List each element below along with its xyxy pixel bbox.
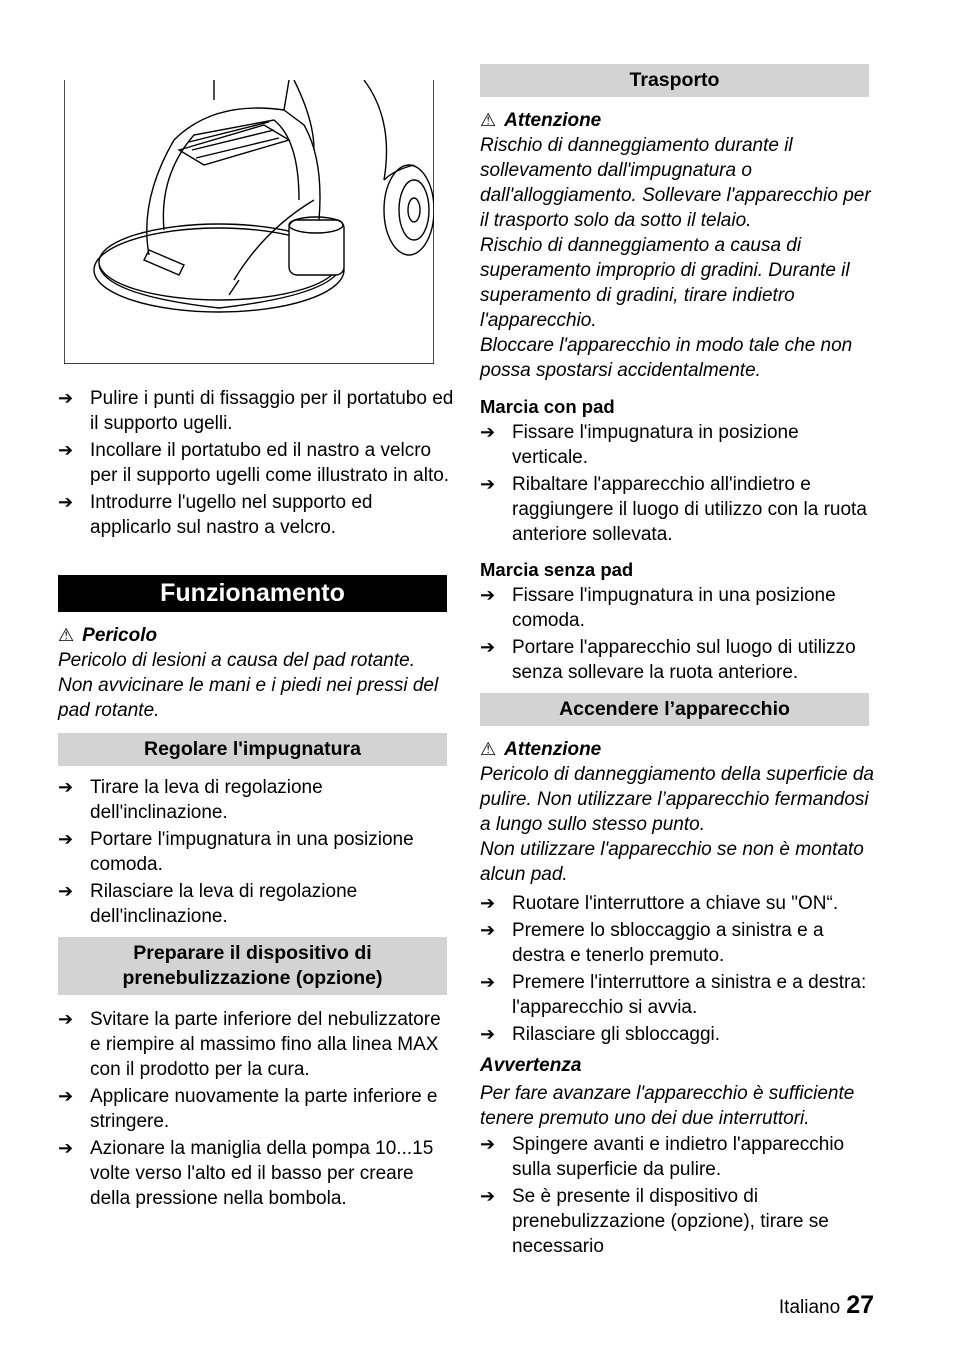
floor-machine-drawing — [64, 80, 434, 364]
arrow-right-icon: ➔ — [58, 1086, 74, 1106]
arrow-right-icon: ➔ — [480, 637, 496, 657]
arrow-right-icon: ➔ — [480, 920, 496, 940]
with-pad-label: Marcia con pad — [480, 396, 615, 417]
list-item: ➔ Spingere avanti e indietro l'apparecchio sulla superficie da pulire. — [480, 1134, 845, 1180]
warning-triangle-icon: ⚠ — [480, 739, 497, 759]
list-item: ➔ Introdurre l'ugello nel supporto ed applicarlo sul nastro a velcro. — [58, 492, 373, 538]
push-bullet-list — [480, 1132, 876, 1261]
without-pad-bullet-list — [480, 583, 876, 687]
warning-paragraph: Rischio di danneggiamento a causa di superamento improprio di gradini. Durante il superamento di gradini, tirare indietro l'apparecchio. — [480, 235, 850, 331]
machine-illustration — [64, 80, 434, 364]
arrow-right-icon: ➔ — [480, 893, 496, 913]
switch-on-bullet-list — [480, 891, 876, 1049]
danger-line: Pericolo di lesioni a causa del pad rotante. — [58, 650, 416, 671]
danger-line: Non avvicinare le mani e i piedi nei pressi del pad rotante. — [58, 675, 439, 721]
arrow-right-icon: ➔ — [58, 440, 74, 460]
page-footer — [779, 1290, 874, 1323]
warning-paragraph: Pericolo di danneggiamento della superficie da pulire. Non utilizzare l’apparecchio fermandosi a lungo sullo stesso punto. — [480, 764, 874, 835]
list-item: ➔ Se è presente il dispositivo di prenebulizzazione (opzione), tirare se necessario — [480, 1186, 829, 1257]
list-item: ➔ Rilasciare la leva di regolazione dell'inclinazione. — [58, 881, 358, 927]
warning-title: ⚠ Attenzione — [480, 739, 602, 760]
note-title: Avvertenza — [480, 1055, 582, 1076]
list-item: ➔ Premere lo sbloccaggio a sinistra e a destra e tenerlo premuto. — [480, 920, 824, 966]
page-number: 27 — [846, 1291, 874, 1319]
arrow-right-icon: ➔ — [58, 1009, 74, 1029]
list-item: ➔ Portare l'impugnatura in una posizione comoda. — [58, 829, 414, 875]
list-item: ➔ Svitare la parte inferiore del nebulizzatore e riempire al massimo fino alla linea MAX con il prodotto per la cura. — [58, 1009, 441, 1080]
list-item: ➔ Rilasciare gli sbloccaggi. — [480, 1024, 721, 1045]
subsection-heading: Trasporto — [480, 64, 869, 97]
arrow-right-icon: ➔ — [480, 1186, 496, 1206]
handle-bullet-list — [58, 775, 454, 931]
arrow-right-icon: ➔ — [480, 1024, 496, 1044]
switch-on-warning-block — [480, 737, 876, 887]
prespray-bullet-list — [58, 1007, 454, 1213]
transport-warning-block — [480, 108, 876, 383]
without-pad-label: Marcia senza pad — [480, 559, 634, 580]
with-pad-bullet-list — [480, 420, 876, 549]
intro-bullet-list — [58, 386, 454, 542]
arrow-right-icon: ➔ — [58, 829, 74, 849]
list-item: ➔ Premere l'interruttore a sinistra e a destra: l'apparecchio si avvia. — [480, 972, 867, 1018]
footer-language: Italiano — [778, 1297, 841, 1318]
list-item: ➔ Applicare nuovamente la parte inferiore e stringere. — [58, 1086, 438, 1132]
list-item: ➔ Ruotare l'interruttore a chiave su "ON“. — [480, 893, 839, 914]
arrow-right-icon: ➔ — [480, 972, 496, 992]
section-heading: Funzionamento — [58, 575, 447, 612]
subsection-heading: Accendere l’apparecchio — [480, 693, 869, 726]
arrow-right-icon: ➔ — [58, 1138, 74, 1158]
list-item: ➔ Fissare l'impugnatura in una posizione comoda. — [480, 585, 836, 631]
list-item: ➔ Tirare la leva di regolazione dell'inclinazione. — [58, 777, 323, 823]
list-item: ➔ Ribaltare l'apparecchio all'indietro e raggiungere il luogo di utilizzo con la ruota anteriore sollevata. — [480, 474, 867, 545]
arrow-right-icon: ➔ — [58, 492, 74, 512]
warning-paragraph: Bloccare l'apparecchio in modo tale che non possa spostarsi accidentalmente. — [480, 335, 853, 381]
warning-triangle-icon: ⚠ — [480, 110, 497, 130]
list-item: ➔ Pulire i punti di fissaggio per il portatubo ed il supporto ugelli. — [58, 388, 454, 434]
warning-paragraph: Rischio di danneggiamento durante il sollevamento dall'impugnatura o dall'alloggiamento. Sollevare l'apparecchio per il trasporto solo da sotto il telaio. — [480, 135, 871, 231]
arrow-right-icon: ➔ — [480, 474, 496, 494]
warning-paragraph: Non utilizzare l'apparecchio se non è montato alcun pad. — [480, 839, 864, 885]
subsection-heading: Regolare l'impugnatura — [58, 733, 447, 766]
list-item: ➔ Azionare la maniglia della pompa 10...15 volte verso l'alto ed il basso per creare della pressione nella bombola. — [58, 1138, 434, 1209]
list-item: ➔ Fissare l'impugnatura in posizione verticale. — [480, 422, 799, 468]
danger-block — [58, 623, 454, 723]
arrow-right-icon: ➔ — [480, 422, 496, 442]
arrow-right-icon: ➔ — [480, 1134, 496, 1154]
list-item: ➔ Incollare il portatubo ed il nastro a velcro per il supporto ugelli come illustrato in alto. — [58, 440, 450, 486]
subsection-heading: Preparare il dispositivo di prenebulizzazione (opzione) — [58, 937, 447, 995]
arrow-right-icon: ➔ — [58, 777, 74, 797]
danger-title: ⚠ Pericolo — [58, 625, 158, 646]
warning-triangle-icon: ⚠ — [58, 625, 75, 645]
arrow-right-icon: ➔ — [58, 388, 74, 408]
note-text: Per fare avanzare l'apparecchio è sufficiente tenere premuto uno dei due interruttori. — [480, 1083, 855, 1129]
list-item: ➔ Portare l'apparecchio sul luogo di utilizzo senza sollevare la ruota anteriore. — [480, 637, 856, 683]
warning-title: ⚠ Attenzione — [480, 110, 602, 131]
arrow-right-icon: ➔ — [480, 585, 496, 605]
arrow-right-icon: ➔ — [58, 881, 74, 901]
